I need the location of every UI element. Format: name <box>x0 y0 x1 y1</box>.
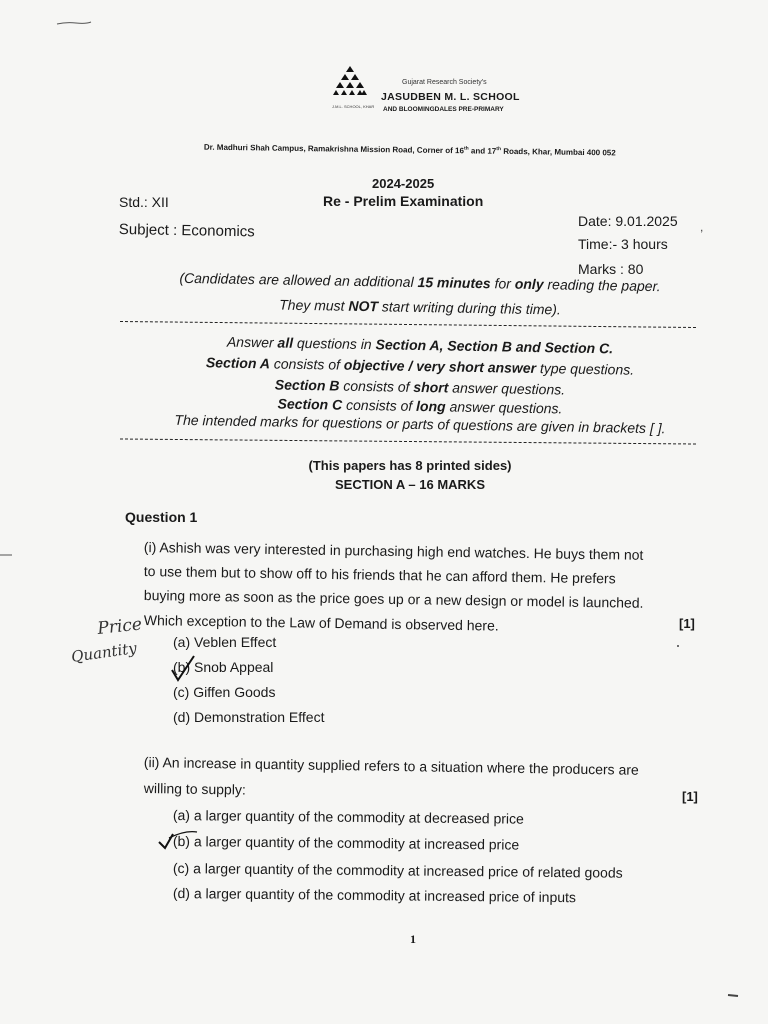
instr-text: questions in <box>292 334 376 353</box>
paper-sides-note: (This papers has 8 printed sides) <box>308 458 512 473</box>
stray-dot <box>676 644 680 648</box>
instr-bold: Section C <box>277 395 343 413</box>
option-item: (d) Demonstration Effect <box>173 709 325 725</box>
instr-text: consists of <box>342 396 417 414</box>
address-sup2: th <box>496 146 502 153</box>
note-text: for <box>490 275 515 292</box>
scribble-mark <box>56 20 92 26</box>
date-handwritten-mark: , <box>700 220 704 234</box>
edge-shadow <box>0 553 12 557</box>
option-item: (c) Giffen Goods <box>173 684 276 700</box>
option-item: (a) Veblen Effect <box>173 634 277 650</box>
option-item: (b) a larger quantity of the commodity at increased price <box>172 833 520 853</box>
school-logo-icon <box>333 66 367 96</box>
note-text: (Candidates are allowed an additional <box>179 269 418 290</box>
question-text-line: Which exception to the Law of Demand is observed here. <box>143 612 499 634</box>
checkmark-icon <box>170 654 196 682</box>
address-sup1: th <box>463 145 469 152</box>
option-item: (a) a larger quantity of the commodity at decreased price <box>172 807 524 827</box>
page-number: 1 <box>410 932 416 946</box>
instruction-line-5: The intended marks for questions or parts of questions are given in brackets [ ]. <box>174 411 666 437</box>
question-text-line: to use them but to show off to his friends that he can afford them. He prefers <box>143 563 616 587</box>
question-text-line: (ii) An increase in quantity supplied refers to a situation where the producers are <box>143 754 639 778</box>
instr-bold: long <box>415 397 446 415</box>
question-text-line: willing to supply: <box>143 780 246 798</box>
note-text: They must <box>279 296 349 314</box>
dashed-divider <box>120 438 696 444</box>
address-part2: and 17 <box>468 146 497 156</box>
instr-bold: short <box>413 378 449 396</box>
instr-text: answer questions. <box>448 379 566 398</box>
school-address <box>204 142 616 157</box>
handwritten-quantity: Quantity <box>70 638 138 666</box>
checkmark-icon <box>155 828 199 850</box>
instr-text: type questions. <box>535 360 635 378</box>
subject-label: Subject : Economics <box>118 221 255 241</box>
logo-subtext: J.M.L. SCHOOL, KHAR <box>332 104 375 109</box>
exam-marks: Marks : 80 <box>578 261 644 277</box>
marks-bracket: [1] <box>682 789 698 804</box>
address-part1: Dr. Madhuri Shah Campus, Ramakrishna Mission Road, Corner of 16 <box>203 142 465 156</box>
instr-text: consists of <box>269 355 344 373</box>
question-text-line: buying more as soon as the price goes up or a new design or model is launched. <box>143 587 644 611</box>
section-heading: SECTION A – 16 MARKS <box>334 477 485 492</box>
instr-bold: Section A, Section B and Section C. <box>375 336 614 357</box>
address-part3: Roads, Khar, Mumbai 400 052 <box>500 146 616 158</box>
note-text: start writing during this time). <box>377 298 561 318</box>
instr-bold: Section A <box>205 354 271 372</box>
instr-bold: Section B <box>274 376 340 394</box>
exam-time: Time:- 3 hours <box>578 236 668 252</box>
note-line-2 <box>120 294 720 320</box>
marks-bracket: [1] <box>679 616 695 631</box>
instr-text: consists of <box>339 377 414 395</box>
society-name: Gujarat Research Society's <box>402 79 487 86</box>
instr-text: answer questions. <box>445 398 563 417</box>
handwritten-note <box>70 612 180 682</box>
stray-mark <box>727 992 739 998</box>
instr-text: Answer <box>226 333 278 351</box>
note-bold: 15 minutes <box>417 273 491 292</box>
exam-title: Re - Prelim Examination <box>323 193 484 209</box>
instr-bold: objective / very short answer <box>343 356 537 377</box>
option-item: (d) a larger quantity of the commodity at increased price of inputs <box>172 885 577 906</box>
std-label: Std.: XII <box>119 194 169 210</box>
note-bold: only <box>514 275 544 293</box>
dashed-divider <box>120 321 696 328</box>
note-text: reading the paper. <box>543 276 661 295</box>
option-item: (b) Snob Appeal <box>173 659 274 675</box>
school-name: JASUDBEN M. L. SCHOOL <box>381 91 520 103</box>
academic-year: 2024-2025 <box>372 176 435 191</box>
question-text-line: (i) Ashish was very interested in purchasing high end watches. He buys them not <box>143 539 644 563</box>
question-heading: Question 1 <box>125 509 198 525</box>
note-bold: NOT <box>348 297 379 315</box>
instr-bold: all <box>277 334 294 351</box>
handwritten-price: Price <box>96 614 143 639</box>
option-item: (c) a larger quantity of the commodity at increased price of related goods <box>172 860 623 881</box>
exam-date: Date: 9.01.2025 <box>578 213 678 229</box>
preprimary-name: AND BLOOMINGDALES PRE-PRIMARY <box>383 106 504 113</box>
